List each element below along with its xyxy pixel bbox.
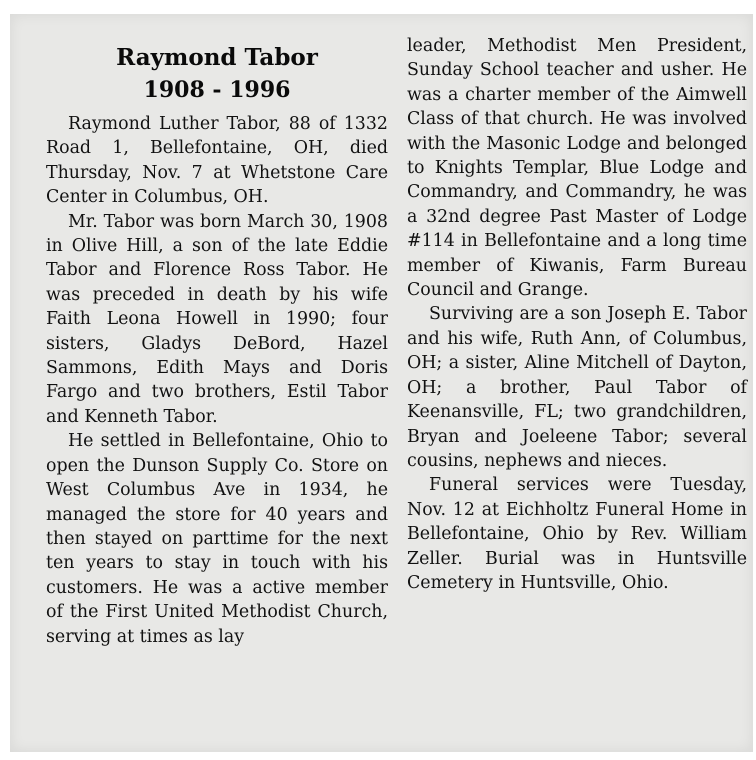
newspaper-clipping: [10, 14, 753, 752]
paragraph-survivors: Surviving are a son Joseph E. Tabor and his wife, Ruth Ann, of Columbus, OH; a sister, Aline Mitchell of Dayton, OH; a brother, Paul Tabor of Keenansville, FL; two grandchildren, Bryan and Joeleene Tabor; several cousins, nephews and nieces.: [407, 304, 747, 471]
paragraph-death-notice: Raymond Luther Tabor, 88 of 1332 Road 1, Bellefontaine, OH, died Thursday, Nov. 7 at Whetstone Care Center in Columbus, OH.: [46, 114, 388, 208]
paragraph-family: Mr. Tabor was born March 30, 1908 in Olive Hill, a son of the late Eddie Tabor and Florence Ross Tabor. He was preceded in death by his wife Faith Leona Howell in 1990; four sisters, Gladys DeBord, Hazel Sammons, Edith Mays and Doris Fargo and two brothers, Estil Tabor and Kenneth Tabor.: [46, 211, 388, 427]
obituary-name: Raymond Tabor: [116, 44, 318, 71]
paragraph-funeral: Funeral services were Tuesday, Nov. 12 at Eichholtz Funeral Home in Bellefontaine, Ohio by Rev. William Zeller. Burial was in Huntsville Cemetery in Huntsville, Ohio.: [407, 475, 747, 593]
right-column: [407, 34, 747, 595]
paragraph-church-and-lodge: leader, Methodist Men President, Sunday School teacher and usher. He was a charter member of the Aimwell Class of that church. He was involved with the Masonic Lodge and belonged to Knights Templar, Blue Lodge and Commandry, and Commandry, he was a 32nd degree Past Master of Lodge #114 in Bellefontaine and a long time member of Kiwanis, Farm Bureau Council and Grange.: [407, 36, 747, 301]
paragraph-career: He settled in Bellefontaine, Ohio to open the Dunson Supply Co. Store on West Columbus Ave in 1934, he managed the store for 40 years and then stayed on parttime for the next ten years to stay in touch with his customers. He was a active member of the First United Methodist Church, serving at times as lay: [46, 431, 388, 647]
obituary-years: 1908 - 1996: [143, 77, 291, 103]
left-column: [46, 42, 388, 649]
